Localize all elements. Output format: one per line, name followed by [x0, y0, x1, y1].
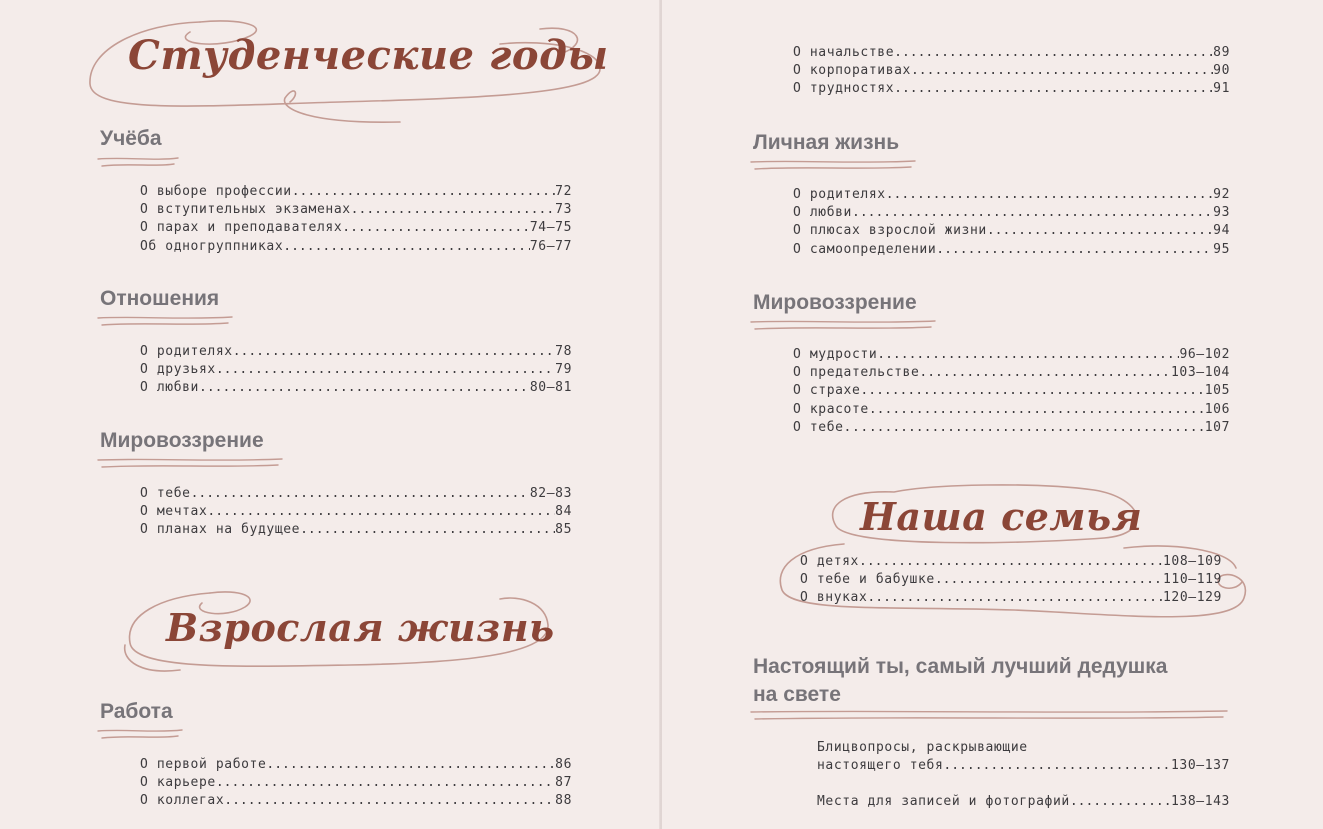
toc-item[interactable]: О корпоративах ..... 90: [793, 62, 1230, 80]
toc-item[interactable]: О вступительных экзаменах ..... 73: [140, 201, 572, 219]
toc-list-final: [817, 739, 1230, 812]
toc-item[interactable]: О мечтах ..... 84: [140, 503, 572, 521]
toc-item[interactable]: О плюсах взрослой жизни ..... 94: [793, 222, 1230, 240]
toc-list-our-family: [800, 553, 1222, 608]
section-title-personal-life: Личная жизнь: [753, 131, 900, 154]
section-title-best-grandpa: [753, 653, 1167, 709]
toc-item[interactable]: О трудностях ..... 91: [793, 80, 1230, 98]
toc-item[interactable]: О друзьях ..... 79: [140, 361, 572, 379]
chapter-title-student-years: Студенческие годы: [128, 32, 609, 79]
section-underline: [96, 154, 186, 170]
toc-item[interactable]: О мудрости ..... 96–102: [793, 346, 1230, 364]
toc-item[interactable]: настоящего тебя ..... 130–137: [817, 757, 1230, 775]
toc-item[interactable]: О начальстве ..... 89: [793, 44, 1230, 62]
section-title-study: Учёба: [100, 127, 162, 150]
chapter-title-our-family: Наша семья: [860, 494, 1143, 539]
section-title-relationships: Отношения: [100, 287, 220, 310]
toc-item[interactable]: О красоте ..... 106: [793, 401, 1230, 419]
section-underline: [749, 317, 944, 333]
section-title-worldview-adult: Мировоззрение: [753, 291, 917, 314]
section-underline: [96, 726, 191, 742]
left-page: [0, 0, 661, 829]
toc-item[interactable]: О тебе... ..... 107: [793, 419, 1230, 437]
toc-item[interactable]: О парах и преподавателях ..... 74–75: [140, 219, 572, 237]
toc-list-personal-life: [793, 186, 1230, 259]
right-page: [662, 0, 1323, 829]
toc-item[interactable]: О тебе и бабушке ..... 110–119: [800, 571, 1222, 589]
toc-item[interactable]: О планах на будущее ..... 85: [140, 521, 572, 539]
toc-list-study: [140, 183, 572, 256]
section-underline: [749, 157, 924, 173]
toc-list-work-continued: [793, 44, 1230, 99]
toc-item[interactable]: О внуках ..... 120–129: [800, 589, 1222, 607]
toc-item[interactable]: Об одногруппниках ..... 76–77: [140, 238, 572, 256]
toc-list-worldview-adult: [793, 346, 1230, 437]
section-underline: [96, 455, 291, 471]
toc-item[interactable]: О любви ..... 93: [793, 204, 1230, 222]
toc-item-blitz-line1[interactable]: Блицвопросы, раскрывающие: [817, 740, 1028, 755]
toc-item[interactable]: Места для записей и фотографий ..... 138–143: [817, 793, 1230, 811]
toc-item[interactable]: О страхе ..... 105: [793, 382, 1230, 400]
chapter-title-adult-life: Взрослая жизнь: [166, 605, 555, 650]
toc-item[interactable]: О карьере ..... 87: [140, 774, 572, 792]
toc-list-work: [140, 756, 572, 811]
toc-item[interactable]: О родителях ..... 92: [793, 186, 1230, 204]
toc-list-worldview: [140, 485, 572, 540]
toc-list-relationships: [140, 343, 572, 398]
toc-item[interactable]: О любви ..... 80–81: [140, 379, 572, 397]
section-title-worldview: Мировоззрение: [100, 429, 264, 452]
toc-item[interactable]: О первой работе ..... 86: [140, 756, 572, 774]
toc-item[interactable]: О коллегах ..... 88: [140, 792, 572, 810]
final-title-line2: на свете: [753, 683, 841, 706]
toc-item[interactable]: О выборе профессии ..... 72: [140, 183, 572, 201]
section-underline: [96, 313, 241, 329]
toc-item[interactable]: О самоопределении ..... 95: [793, 241, 1230, 259]
toc-item[interactable]: О тебе ..... 82–83: [140, 485, 572, 503]
section-underline: [749, 707, 1234, 723]
final-title-line1: Настоящий ты, самый лучший дедушка: [753, 655, 1168, 678]
toc-item[interactable]: О родителях ..... 78: [140, 343, 572, 361]
section-title-work: Работа: [100, 700, 173, 723]
toc-item[interactable]: О предательстве ..... 103–104: [793, 364, 1230, 382]
toc-item[interactable]: О детях ..... 108–109: [800, 553, 1222, 571]
